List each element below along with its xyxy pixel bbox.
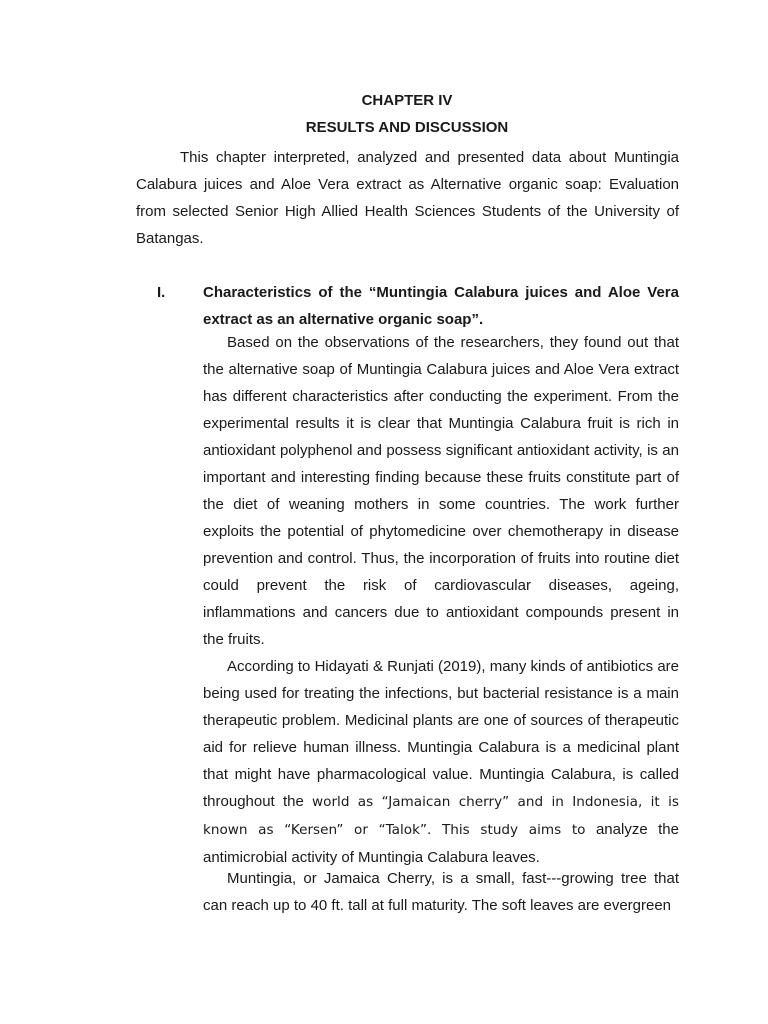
para-2-text-a: According to Hidayati & Runjati (2019), many kinds of antibiotics are being used for treating the infections, but bacterial resistance is a main therapeutic problem. Medicinal plants are one of sources of therapeutic aid for relieve human illness. Muntingia Calabura is a medicinal plant that might have pharmacological value. Muntingia Calabura, is called throughout the [203, 658, 679, 810]
section-number: I. [157, 284, 166, 301]
para-2-text-c: analyze the antimicrobial activity of Muntingia Calabura leaves. [203, 821, 679, 866]
body-paragraph-2 [203, 653, 679, 871]
body-paragraph-3: Muntingia, or Jamaica Cherry, is a small, fast---growing tree that can reach up to 40 ft. tall at full maturity. The soft leaves are evergreen [203, 870, 679, 914]
para-2-text-b: world as “Jamaican cherry” and in Indonesia, it is known as “Kersen” or “Talok”. This study aims to [203, 794, 679, 838]
intro-paragraph: This chapter interpreted, analyzed and presented data about Muntingia Calabura juices and Aloe Vera extract as Alternative organic soap: Evaluation from selected Senior High Allied Health Sciences Students of the University of Batangas. [136, 149, 679, 247]
section-heading: Characteristics of the “Muntingia Calabura juices and Aloe Vera extract as an alternative organic soap”. [203, 284, 679, 328]
body-paragraph-1: Based on the observations of the researchers, they found out that the alternative soap of Muntingia Calabura juices and Aloe Vera extract has different characteristics after conducting the experiment. From the experimental results it is clear that Muntingia Calabura fruit is rich in antioxidant polyphenol and possess significant antioxidant activity, is an important and interesting finding because these fruits constitute part of the diet of weaning mothers in some countries. The work further exploits the potential of phytomedicine over chemotherapy in disease prevention and control. Thus, the incorporation of fruits into routine diet could prevent the risk of cardiovascular diseases, ageing, inflammations and cancers due to antioxidant compounds present in the fruits. [203, 334, 679, 648]
section-title: RESULTS AND DISCUSSION [305, 119, 509, 136]
chapter-title: CHAPTER IV [361, 92, 453, 109]
